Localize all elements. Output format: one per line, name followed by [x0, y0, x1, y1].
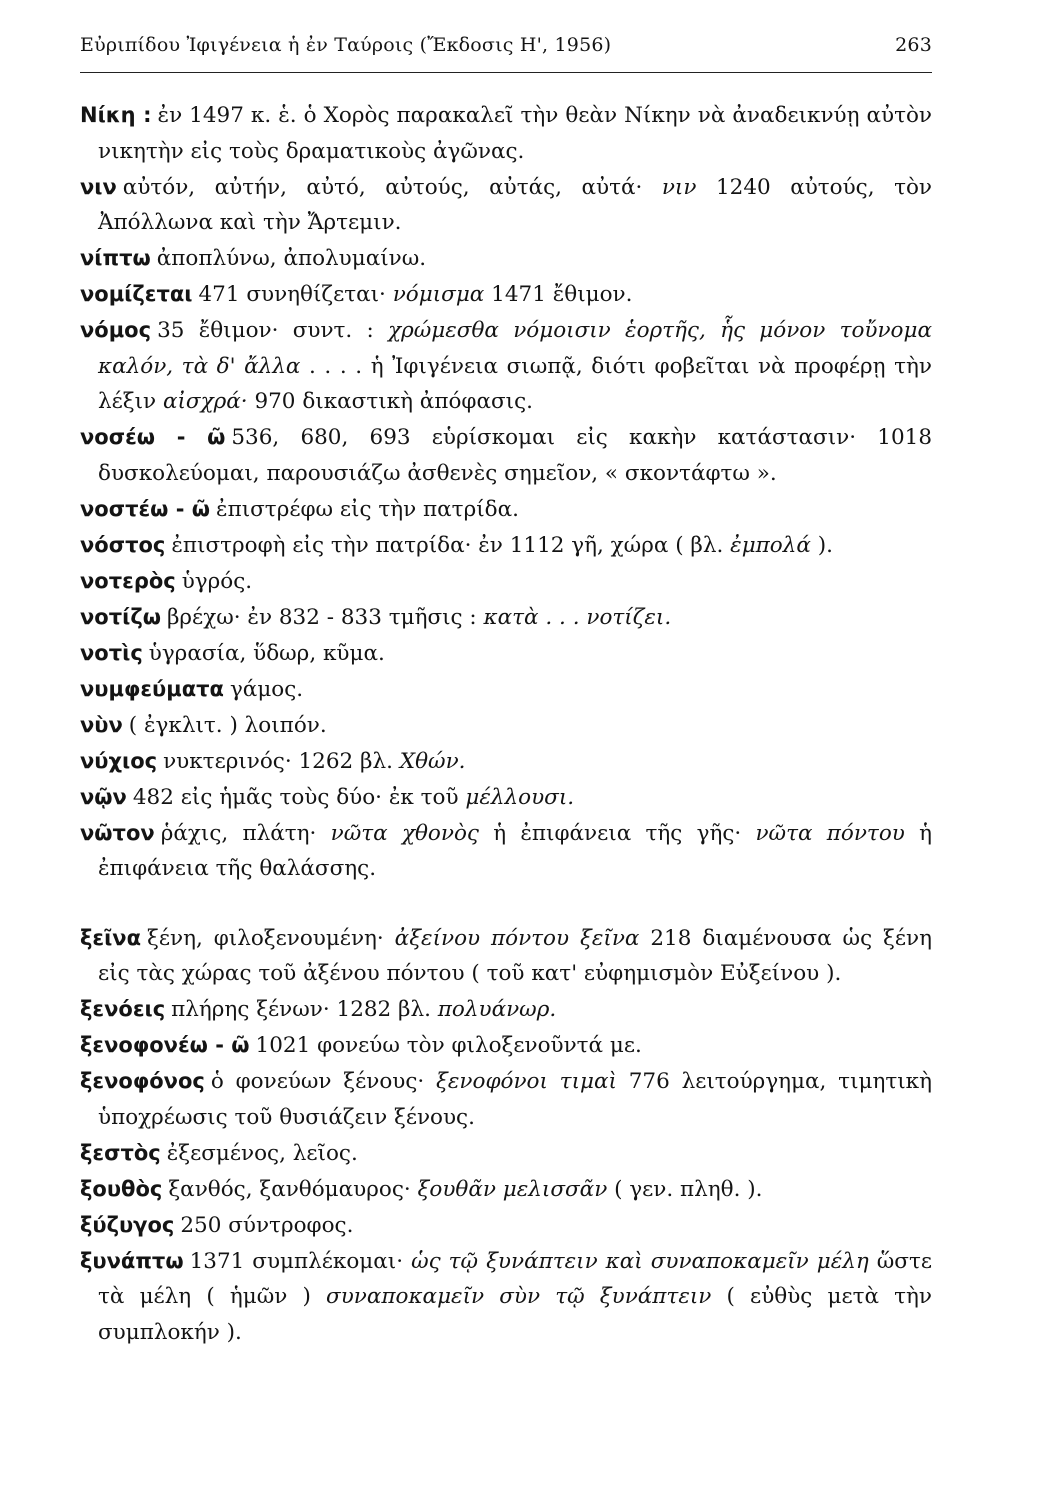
entry-definition: ( εὐθὺς μετὰ τὴν συμπλοκήν ).: [98, 1284, 932, 1345]
entry-definition: ἐπιστροφὴ εἰς τὴν πατρίδα· ἐν 1112 γῆ, χώρα ( βλ.: [171, 532, 731, 558]
entry-definition: ( ἐγκλιτ. ) λοιπόν.: [128, 712, 327, 738]
entry-definition: νυκτερινός· 1262 βλ.: [163, 748, 400, 774]
glossary-entry: [80, 564, 932, 600]
entry-definition: 35 ἔθιμον· συντ. :: [157, 318, 389, 343]
entry-definition: . . . . ἡ Ἰφιγένεια σιωπᾷ, διότι φοβεῖται νὰ προφέρῃ τὴν λέξιν: [98, 353, 932, 414]
entry-definition: ἐξεσμένος, λεῖος.: [166, 1140, 358, 1166]
glossary-entry: [80, 992, 932, 1028]
entry-definition: 1471 ἔθιμον.: [484, 282, 633, 307]
glossary-entry: [80, 170, 932, 241]
glossary-entry: [80, 708, 932, 744]
entry-definition: ὑγρός.: [181, 568, 253, 594]
glossary-entry: [80, 1136, 932, 1172]
entry-definition: γάμος.: [229, 676, 304, 702]
glossary-entry: [80, 1028, 932, 1064]
glossary-entry: [80, 600, 932, 636]
entry-citation: νῶτα πόντου: [755, 820, 905, 846]
entry-definition: ξανθός, ξανθόμαυρος·: [168, 1176, 418, 1202]
entry-definition: ).: [810, 532, 833, 558]
entry-citation: συναποκαμεῖν σὺν τῷ ξυνάπτειν: [326, 1284, 712, 1309]
entry-definition: 776 λειτούργημα, τιμητικὴ ὑποχρέωσις τοῦ θυσιάζειν ξένους.: [98, 1069, 932, 1130]
entry-citation: ἀξείνου πόντου ξεῖνα: [394, 925, 640, 951]
entry-headword: νοτίζω: [80, 604, 161, 629]
entry-definition: ἀποπλύνω, ἀπολυμαίνω.: [156, 246, 427, 271]
entry-citation: χρώμεσθα νόμοισιν ἑορτῆς, ἧς μόνον τοὔνομα καλόν, τὰ δ' ἄλλα: [98, 318, 932, 379]
entry-citation: πολυάνωρ.: [437, 997, 557, 1022]
entry-definition: αὐτόν, αὐτήν, αὐτό, αὐτούς, αὐτάς, αὐτά·: [122, 174, 662, 200]
glossary-entry: [80, 921, 932, 992]
entry-headword: ξενοφόνος: [80, 1069, 205, 1093]
glossary-entry: [80, 241, 932, 277]
entry-definition: ( γεν. πληθ. ).: [607, 1176, 763, 1202]
entry-headword: ξουθὸς: [80, 1176, 163, 1201]
glossary-entry: [80, 744, 932, 780]
glossary-entry: [80, 420, 932, 491]
glossary-entry: [80, 1064, 932, 1135]
entry-headword: νόμος: [80, 318, 152, 342]
glossary-entry: [80, 636, 932, 672]
entry-definition: ἐν 1497 κ. ἑ. ὁ Χορὸς παρακαλεῖ τὴν θεὰν Νίκην νὰ ἀναδεικνύῃ αὐτὸν νικητὴν εἰς τοὺς δραματικοὺς ἀγῶνας.: [98, 103, 932, 164]
entry-definition: 970 δικαστικὴ ἀπόφασις.: [247, 389, 533, 414]
entry-citation: ἐμπολά: [730, 532, 811, 558]
entry-citation: αἰσχρά·: [162, 389, 248, 414]
entry-headword: ξενόεις: [80, 997, 166, 1021]
entry-citation: ξουθᾶν μελισσᾶν: [417, 1176, 608, 1202]
entry-headword: νοτερὸς: [80, 568, 176, 593]
entry-headword: ξεῖνα: [80, 925, 142, 950]
glossary-entry: [80, 1208, 932, 1244]
entry-headword: νοστέω - ῶ: [80, 496, 211, 521]
entry-definition: ὁ φονεύων ξένους·: [210, 1069, 437, 1094]
entry-definition: ἐπιστρέφω εἰς τὴν πατρίδα.: [216, 496, 519, 522]
entry-headword: ξυνάπτω: [80, 1248, 184, 1273]
entry-headword: νίπτω: [80, 246, 151, 270]
page-number: 263: [895, 34, 932, 56]
entry-definition: βρέχω· ἐν 832 - 833 τμῆσις :: [166, 604, 484, 630]
glossary-entries: [80, 98, 932, 1351]
glossary-entry: [80, 277, 932, 313]
glossary-entry: [80, 492, 932, 528]
entry-definition: ὥστε τὰ μέλη ( ἡμῶν ): [98, 1248, 933, 1309]
glossary-entry: [80, 1172, 932, 1208]
glossary-entry: [80, 528, 932, 564]
entry-definition: ἡ ἐπιφάνεια τῆς θαλάσσης.: [98, 820, 933, 881]
entry-definition: 482 εἰς ἡμᾶς τοὺς δύο· ἐκ τοῦ: [132, 784, 466, 810]
entry-citation: νιν: [661, 174, 697, 200]
entry-headword: νύχιος: [80, 748, 158, 773]
entry-definition: 471 συνηθίζεται·: [198, 282, 393, 307]
glossary-entry: [80, 1244, 933, 1351]
glossary-entry: [80, 313, 932, 420]
entry-headword: ξενοφονέω - ῶ: [80, 1033, 250, 1057]
entry-headword: νὺν: [80, 712, 123, 737]
entry-definition: ῥάχις, πλάτη·: [160, 820, 331, 846]
entry-headword: νῶτον: [80, 820, 155, 845]
entry-citation: νόμισμα: [392, 282, 485, 307]
entry-definition: 1021 φονεύω τὸν φιλοξενοῦντά με.: [255, 1033, 642, 1058]
entry-citation: κατὰ . . . νοτίζει.: [483, 604, 672, 630]
glossary-entry: [80, 816, 933, 887]
glossary-entry: [80, 98, 932, 169]
running-header: [80, 34, 932, 56]
entry-headword: ξεστὸς: [80, 1140, 161, 1165]
entry-definition: 250 σύντροφος.: [180, 1212, 354, 1238]
entry-citation: ὡς τῷ ξυνάπτειν καὶ συναποκαμεῖν μέλη: [411, 1248, 869, 1274]
entry-definition: 1371 συμπλέκομαι·: [189, 1248, 412, 1274]
glossary-entry: [80, 672, 932, 708]
entry-headword: ξύζυγος: [80, 1212, 175, 1237]
entry-headword: νόστος: [80, 532, 166, 557]
entry-headword: νῷν: [80, 784, 127, 809]
entry-definition: πλήρης ξένων· 1282 βλ.: [171, 997, 438, 1022]
entry-citation: μέλλουσι.: [465, 784, 575, 810]
entry-definition: ἡ ἐπιφάνεια τῆς γῆς·: [478, 820, 756, 846]
entry-definition: 1240 αὐτούς, τὸν Ἀπόλλωνα καὶ τὴν Ἄρτεμιν.: [98, 174, 932, 235]
entry-citation: νῶτα χθονὸς: [330, 820, 479, 846]
glossary-entry: [80, 780, 932, 816]
entry-headword: νοτὶς: [80, 640, 143, 665]
entry-definition: ξένη, φιλοξενουμένη·: [147, 925, 395, 951]
entry-headword: Νίκη :: [80, 103, 152, 127]
entry-definition: 536, 680, 693 εὑρίσκομαι εἰς κακὴν κατάστασιν· 1018 δυσκολεύομαι, παρουσιάζω ἀσθενὲς σημεῖον, « σκοντάφτω ».: [98, 425, 932, 486]
entry-headword: νομίζεται: [80, 282, 193, 306]
entry-definition: ὑγρασία, ὕδωρ, κῦμα.: [148, 640, 385, 666]
entry-headword: νοσέω - ῶ: [80, 425, 226, 449]
entry-definition: 218 διαμένουσα ὡς ξένη εἰς τὰς χώρας τοῦ ἀξένου πόντου ( τοῦ κατ' εὐφημισμὸν Εὐξείνου ).: [98, 925, 932, 986]
entry-headword: νυμφεύματα: [80, 676, 224, 701]
entry-citation: Χθών.: [399, 748, 466, 774]
entry-citation: ξενοφόνοι τιμαὶ: [436, 1069, 617, 1094]
running-title: Εὐριπίδου Ἰφιγένεια ἡ ἐν Ταύροις (Ἔκδοσις Η', 1956): [80, 34, 612, 56]
entry-headword: νιν: [80, 174, 117, 199]
header-rule: [80, 72, 932, 73]
